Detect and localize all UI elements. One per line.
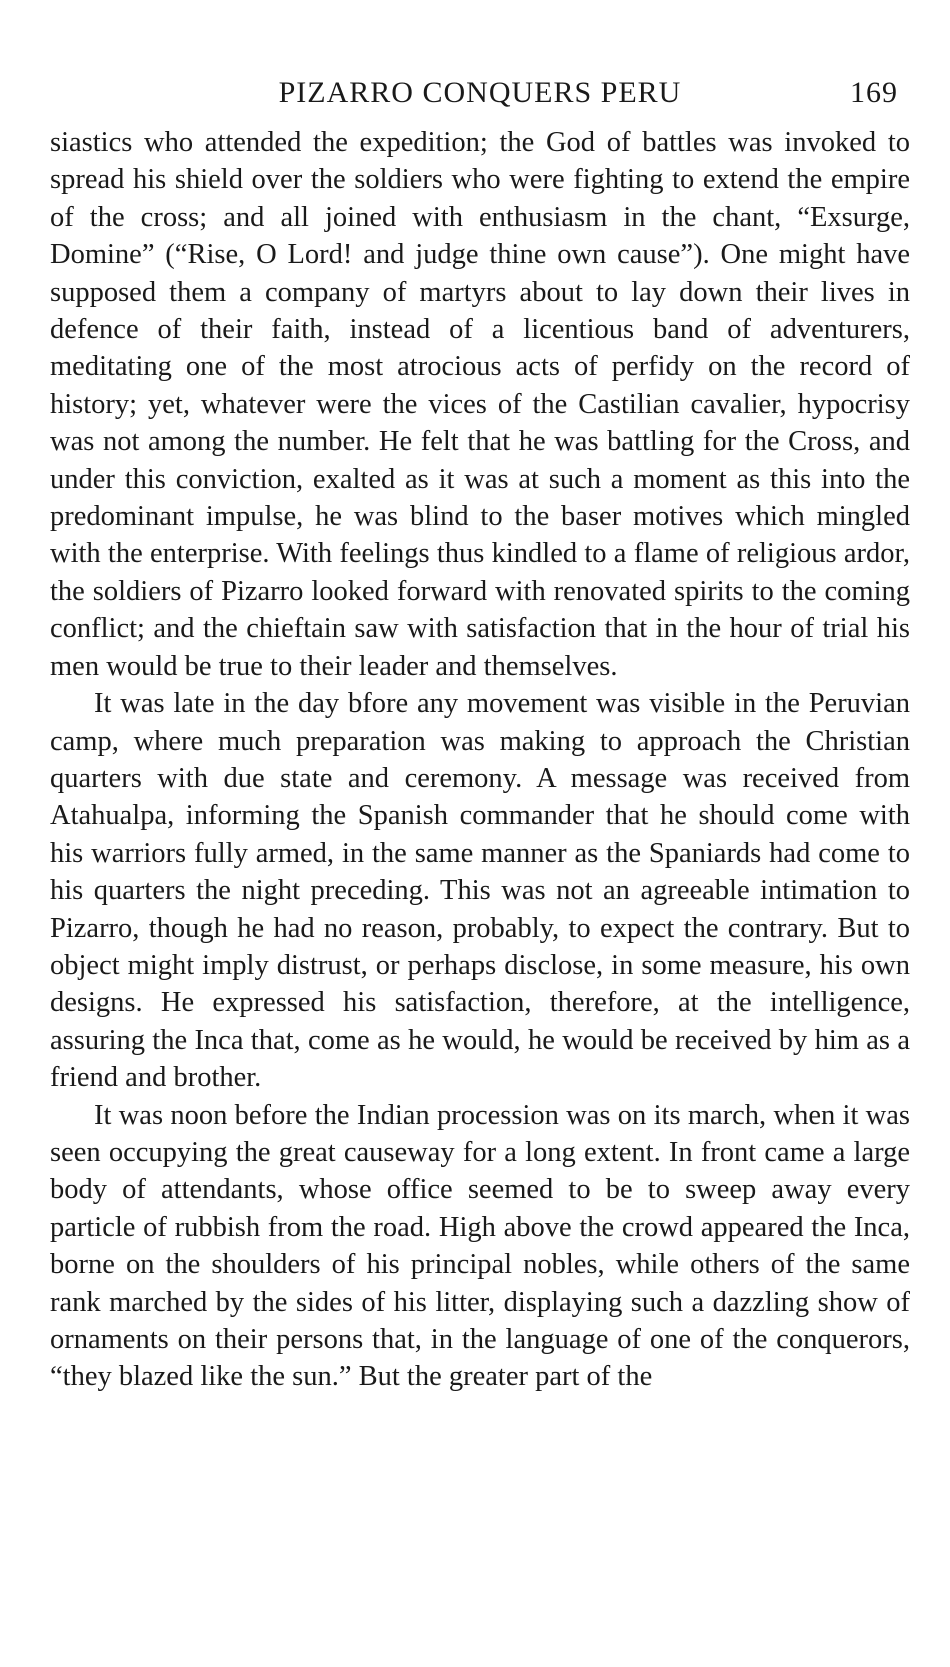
page-number: 169 <box>850 76 898 109</box>
paragraph-1: siastics who attended the expedition; the God of battles was invoked to spread his shield over the soldiers who were fighting to extend the empire of the cross; and all joined with enthusiasm in the chant, “Exsurge, Domine” (“Rise, O Lord! and judge thine own cause”). One might have supposed them a company of martyrs about to lay down their lives in defence of their faith, instead of a licentious band of adventurers, meditating one of the most atrocious acts of perfidy on the record of history; yet, whatever were the vices of the Castilian cavalier, hypocrisy was not among the number. He felt that he was battling for the Cross, and under this conviction, exalted as it was at such a moment as this into the predominant impulse, he was blind to the baser motives which mingled with the enterprise. With feelings thus kindled to a flame of religious ardor, the soldiers of Pizarro looked forward with renovated spirits to the coming conflict; and the chieftain saw with satisfaction that in the hour of trial his men would be true to their leader and themselves. <box>50 127 910 682</box>
running-header <box>50 68 910 124</box>
chapter-title: PIZARRO CONQUERS PERU <box>278 76 682 109</box>
paragraph-2: It was late in the day bfore any movement was visible in the Peruvian camp, where much preparation was making to approach the Christian quarters with due state and ceremony. A message was received from Atahualpa, informing the Spanish commander that he should come with his warriors fully armed, in the same manner as the Spaniards had come to his quarters the night preceding. This was not an agreeable intimation to Pizarro, though he had no reason, probably, to expect the contrary. But to object might imply distrust, or perhaps disclose, in some measure, his own designs. He expressed his satisfaction, therefore, at the intelligence, assuring the Inca that, come as he would, he would be received by him as a friend and brother. <box>50 688 910 1094</box>
paragraph-3: It was noon before the Indian procession was on its march, when it was seen occupying the great causeway for a long extent. In front came a large body of attendants, whose office seemed to be to sweep away every particle of rubbish from the road. High above the crowd appeared the Inca, borne on the shoulders of his principal nobles, while others of the same rank marched by the sides of his litter, displaying such a dazzling show of ornaments on their persons that, in the language of one of the conquerors, “they blazed like the sun.” But the greater part of the <box>50 1099 910 1393</box>
body-text <box>50 124 910 1396</box>
book-page <box>50 68 910 1396</box>
